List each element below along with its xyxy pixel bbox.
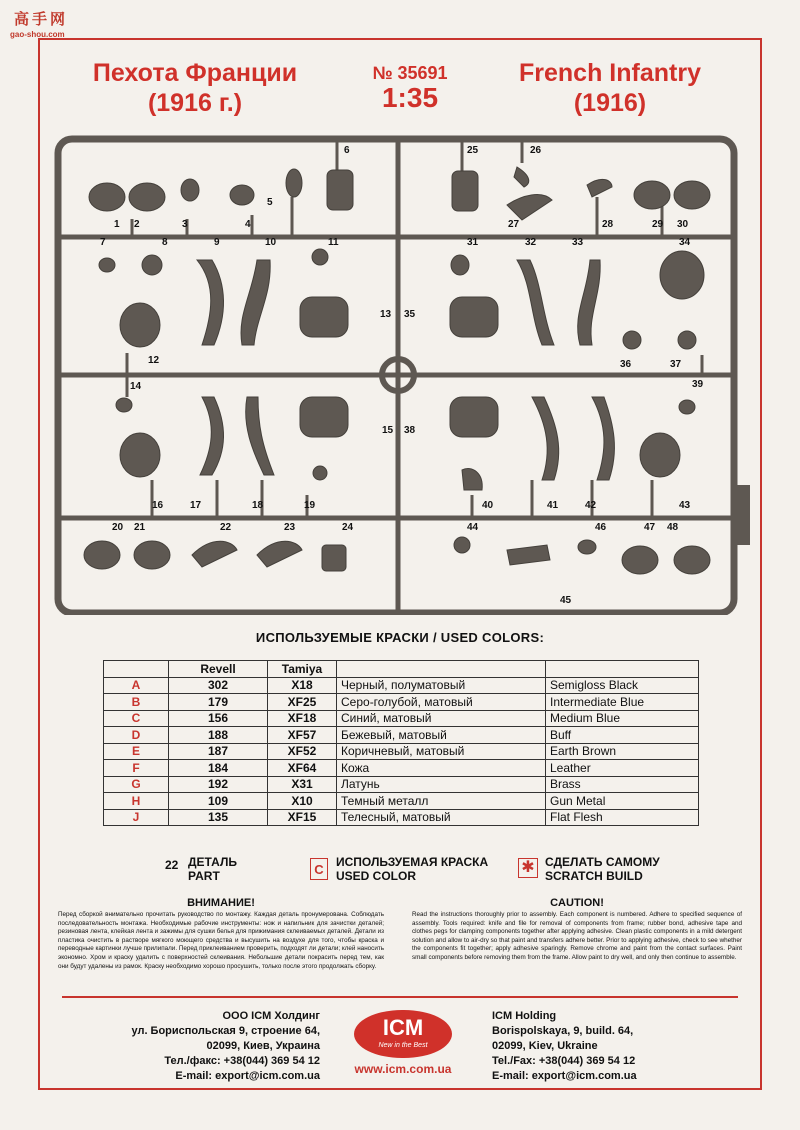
legend-part-en: PART bbox=[188, 869, 220, 883]
color-row bbox=[104, 710, 699, 727]
part-number-label: 9 bbox=[214, 237, 220, 248]
sprue-part bbox=[181, 179, 199, 201]
sprue-part bbox=[679, 400, 695, 414]
part-number-label: 15 bbox=[382, 425, 394, 436]
part-number-label: 3 bbox=[182, 219, 188, 230]
color-name-en: Flat Flesh bbox=[546, 809, 699, 826]
legend-color-en: USED COLOR bbox=[336, 869, 417, 883]
sprue-part bbox=[532, 397, 559, 480]
revell-code: 109 bbox=[169, 793, 268, 810]
part-number-label: 48 bbox=[667, 522, 679, 533]
part-number-label: 4 bbox=[245, 219, 251, 230]
header-code bbox=[104, 661, 169, 678]
sprue-part bbox=[660, 251, 704, 299]
sprue-part bbox=[674, 546, 710, 574]
sprue-part bbox=[678, 331, 696, 349]
sprue-part bbox=[451, 255, 469, 275]
sprue-part bbox=[312, 249, 328, 265]
sprue-part bbox=[517, 260, 554, 345]
part-number-label: 31 bbox=[467, 237, 479, 248]
color-row bbox=[104, 677, 699, 694]
header-revell: Revell bbox=[169, 661, 268, 678]
part-number-label: 27 bbox=[508, 219, 520, 230]
watermark bbox=[4, 6, 74, 42]
color-name-en: Medium Blue bbox=[546, 710, 699, 727]
sprue-part bbox=[592, 397, 614, 480]
warning-en-title: CAUTION! bbox=[550, 897, 604, 909]
title-russian-line2: (1916 г.) bbox=[147, 89, 243, 117]
part-number-label: 7 bbox=[100, 237, 106, 248]
legend-scratch bbox=[545, 855, 660, 883]
address-ru-line: ул. Бориспольская 9, строение 64, bbox=[131, 1025, 320, 1037]
color-name-en: Intermediate Blue bbox=[546, 694, 699, 711]
part-number-label: 6 bbox=[344, 145, 350, 156]
color-name-en: Earth Brown bbox=[546, 743, 699, 760]
part-number-label: 28 bbox=[602, 219, 614, 230]
sprue-part bbox=[507, 195, 552, 220]
sprue-part bbox=[230, 185, 254, 205]
color-code: H bbox=[104, 793, 169, 810]
revell-code: 188 bbox=[169, 727, 268, 744]
color-row bbox=[104, 809, 699, 826]
color-name-ru: Темный металл bbox=[337, 793, 546, 810]
color-code: B bbox=[104, 694, 169, 711]
part-number-label: 35 bbox=[404, 309, 416, 320]
part-number-label: 5 bbox=[267, 197, 273, 208]
watermark-text: 高手网 bbox=[14, 11, 69, 28]
color-row bbox=[104, 727, 699, 744]
address-en-line: 02099, Kiev, Ukraine bbox=[492, 1040, 598, 1052]
sprue-part bbox=[578, 260, 601, 345]
part-number-label: 23 bbox=[284, 522, 296, 533]
part-number-label: 1 bbox=[114, 219, 120, 230]
part-number-label: 14 bbox=[130, 381, 142, 392]
color-code: D bbox=[104, 727, 169, 744]
title-russian bbox=[60, 58, 330, 118]
revell-code: 192 bbox=[169, 776, 268, 793]
address-en bbox=[492, 1009, 712, 1084]
color-row bbox=[104, 694, 699, 711]
legend-scratch-en: SCRATCH BUILD bbox=[545, 869, 643, 883]
color-name-en: Buff bbox=[546, 727, 699, 744]
color-row bbox=[104, 793, 699, 810]
header-russian bbox=[337, 661, 546, 678]
color-name-ru: Кожа bbox=[337, 760, 546, 777]
part-number-label: 42 bbox=[585, 500, 597, 511]
legend-part-number: 22 bbox=[165, 858, 179, 872]
part-number-label: 8 bbox=[162, 237, 168, 248]
part-number-label: 30 bbox=[677, 219, 689, 230]
sprue-part bbox=[134, 541, 170, 569]
color-code: A bbox=[104, 677, 169, 694]
sprue-part bbox=[327, 170, 353, 210]
part-number-label: 29 bbox=[652, 219, 664, 230]
address-en-line: ICM Holding bbox=[492, 1010, 557, 1022]
sprue-part bbox=[313, 466, 327, 480]
tamiya-code: XF64 bbox=[268, 760, 337, 777]
part-number-label: 45 bbox=[560, 595, 572, 606]
warning-ru-text: Перед сборкой внимательно прочитать руководство по монтажу. Каждая деталь пронумерована. Соблюдать последовательность монтажа. Необходимые рабочие инструменты: нож и напильник для зачистки деталей; резиновая лента, клейкая лента и зажимы для сушки белья для прижимания склеиваемых деталей. Детали из пластика очистить в растворе мягкого моющего средства и высушить на воздухе для того, чтобы краска и переводные картинки лучше прилипали. Перед приклеиванием проверить, подходят ли детали; клей наносить экономно. Хром и краску удалить с поверхностей склеивания. Небольшие детали покрасить перед тем, как они будут удалены из рамок. Краску необходимо хорошо просушить, только после этого продолжать сборку. bbox=[58, 911, 384, 970]
sprue-part bbox=[120, 303, 160, 347]
address-ru-line: 02099, Киев, Украина bbox=[206, 1040, 320, 1052]
warning-en-text: Read the instructions thoroughly prior to assembly. Each component is numbered. Adhere to specified sequence of assembly. Tools required: knife and file for removal of components from frame; rubber bond, adhesive tape and clothes pegs for clamping components together after applying adhesive. Clean plastic components in a mild detergent solution and allow to air-dry so that paint and transfers adhere better. Prior to applying adhesive, check to see whether the components fit together; apply adhesive sparingly. Remove chrome and paint from the contact surfaces. Paint small components before removing them from the frame. Allow paint to dry well, and only then continue to assemble. bbox=[412, 911, 742, 961]
part-number-label: 38 bbox=[404, 425, 416, 436]
sprue-part bbox=[120, 433, 160, 477]
color-name-ru: Коричневый, матовый bbox=[337, 743, 546, 760]
part-number-label: 10 bbox=[265, 237, 277, 248]
part-number-label: 41 bbox=[547, 500, 559, 511]
sprue-part bbox=[622, 546, 658, 574]
title-russian-line1: Пехота Франции bbox=[92, 59, 298, 87]
part-number-label: 21 bbox=[134, 522, 146, 533]
title-english bbox=[480, 58, 740, 118]
colors-header-row bbox=[104, 661, 699, 678]
sprue-part bbox=[286, 169, 302, 197]
part-number-label: 11 bbox=[328, 237, 339, 248]
part-number-label: 47 bbox=[644, 522, 656, 533]
address-ru-line: Тел./факс: +38(044) 369 54 12 bbox=[164, 1055, 320, 1067]
legend-scratch-ru: СДЕЛАТЬ САМОМУ bbox=[545, 855, 660, 869]
kit-scale: 1:35 bbox=[381, 82, 439, 113]
sprue-part bbox=[640, 433, 680, 477]
kit-number: № 35691 bbox=[372, 63, 448, 83]
address-en-line: Borispolskaya, 9, build. 64, bbox=[492, 1025, 634, 1037]
part-number-label: 13 bbox=[380, 309, 392, 320]
sprue-part bbox=[452, 171, 478, 211]
part-number-label: 25 bbox=[467, 145, 479, 156]
sprue-part bbox=[514, 167, 529, 187]
icm-logo bbox=[354, 1010, 452, 1058]
color-name-ru: Бежевый, матовый bbox=[337, 727, 546, 744]
tamiya-code: XF25 bbox=[268, 694, 337, 711]
scratch-build-icon: ✱ bbox=[518, 858, 538, 878]
part-number-label: 24 bbox=[342, 522, 354, 533]
part-number-label: 46 bbox=[595, 522, 607, 533]
address-en-line: E-mail: export@icm.com.ua bbox=[492, 1070, 637, 1082]
color-code: E bbox=[104, 743, 169, 760]
part-number-label: 40 bbox=[482, 500, 494, 511]
color-name-en: Gun Metal bbox=[546, 793, 699, 810]
part-number-label: 20 bbox=[112, 522, 124, 533]
tamiya-code: XF18 bbox=[268, 710, 337, 727]
part-number-label: 43 bbox=[679, 500, 691, 511]
sprue-part bbox=[300, 297, 348, 337]
title-english-line1: French Infantry bbox=[519, 59, 701, 87]
revell-code: 156 bbox=[169, 710, 268, 727]
address-ru-line: ООО ICM Холдинг bbox=[222, 1010, 320, 1022]
sprue-part bbox=[462, 469, 482, 490]
legend-color-ru: ИСПОЛЬЗУЕМАЯ КРАСКА bbox=[336, 855, 489, 869]
tamiya-code: XF15 bbox=[268, 809, 337, 826]
sprue-diagram bbox=[52, 135, 752, 615]
color-name-ru: Серо-голубой, матовый bbox=[337, 694, 546, 711]
part-number-label: 22 bbox=[220, 522, 232, 533]
part-number-label: 19 bbox=[304, 500, 316, 511]
watermark-url: gao-shou.com bbox=[10, 30, 65, 39]
sprue-part bbox=[450, 297, 498, 337]
tamiya-code: X31 bbox=[268, 776, 337, 793]
sprue-part bbox=[450, 397, 498, 437]
sprue-part bbox=[192, 541, 237, 567]
part-number-label: 12 bbox=[148, 355, 160, 366]
color-code: C bbox=[104, 710, 169, 727]
color-name-ru: Латунь bbox=[337, 776, 546, 793]
color-name-en: Brass bbox=[546, 776, 699, 793]
header-tamiya: Tamiya bbox=[268, 661, 337, 678]
part-number-label: 18 bbox=[252, 500, 264, 511]
part-number-label: 44 bbox=[467, 522, 479, 533]
color-name-ru: Синий, матовый bbox=[337, 710, 546, 727]
sprue-part bbox=[634, 181, 670, 209]
color-row bbox=[104, 760, 699, 777]
address-ru-line: E-mail: export@icm.com.ua bbox=[175, 1070, 320, 1082]
part-number-label: 16 bbox=[152, 500, 164, 511]
sprue-part bbox=[300, 397, 348, 437]
footer-divider bbox=[62, 996, 738, 998]
sprue-part bbox=[257, 541, 302, 567]
sprue-part bbox=[674, 181, 710, 209]
sprue-part bbox=[84, 541, 120, 569]
part-number-label: 17 bbox=[190, 500, 202, 511]
sprue-part bbox=[587, 179, 612, 197]
sprue-part bbox=[246, 397, 274, 475]
color-code: G bbox=[104, 776, 169, 793]
revell-code: 135 bbox=[169, 809, 268, 826]
sprue-part bbox=[129, 183, 165, 211]
tamiya-code: XF57 bbox=[268, 727, 337, 744]
colors-table bbox=[103, 660, 699, 826]
color-row bbox=[104, 776, 699, 793]
part-number-label: 2 bbox=[134, 219, 140, 230]
part-number-label: 36 bbox=[620, 359, 632, 370]
website-link[interactable]: www.icm.com.ua bbox=[354, 1062, 452, 1076]
tamiya-code: XF52 bbox=[268, 743, 337, 760]
revell-code: 187 bbox=[169, 743, 268, 760]
part-number-label: 26 bbox=[530, 145, 542, 156]
icm-logo-text: ICM bbox=[382, 1015, 424, 1040]
revell-code: 179 bbox=[169, 694, 268, 711]
part-number-label: 39 bbox=[692, 379, 704, 390]
sprue-part bbox=[623, 331, 641, 349]
icm-logo-tagline: New in the Best bbox=[378, 1042, 428, 1049]
address-ru bbox=[110, 1009, 320, 1084]
address-en-line: Tel./Fax: +38(044) 369 54 12 bbox=[492, 1055, 636, 1067]
warning-ru-title: ВНИМАНИЕ! bbox=[187, 897, 255, 909]
color-code: J bbox=[104, 809, 169, 826]
sprue-part bbox=[322, 545, 346, 571]
color-code: F bbox=[104, 760, 169, 777]
part-number-label: 32 bbox=[525, 237, 537, 248]
color-name-en: Leather bbox=[546, 760, 699, 777]
color-name-en: Semigloss Black bbox=[546, 677, 699, 694]
sprue-part bbox=[89, 183, 125, 211]
sprue-frame bbox=[58, 139, 750, 613]
legend-part bbox=[188, 855, 237, 883]
part-number-label: 33 bbox=[572, 237, 584, 248]
header-english bbox=[546, 661, 699, 678]
used-color-icon: C bbox=[310, 858, 328, 880]
sprue-part bbox=[116, 398, 132, 412]
legend-part-ru: ДЕТАЛЬ bbox=[188, 855, 237, 869]
sprue-part bbox=[142, 255, 162, 275]
colors-title: ИСПОЛЬЗУЕМЫЕ КРАСКИ / USED COLORS: bbox=[255, 630, 545, 645]
color-name-ru: Телесный, матовый bbox=[337, 809, 546, 826]
title-english-line2: (1916) bbox=[573, 89, 647, 117]
part-number-label: 37 bbox=[670, 359, 682, 370]
part-number-label: 34 bbox=[679, 237, 691, 248]
sprue-part bbox=[197, 260, 224, 345]
tamiya-code: X18 bbox=[268, 677, 337, 694]
revell-code: 302 bbox=[169, 677, 268, 694]
sprue-part bbox=[99, 258, 115, 272]
sprue-part bbox=[200, 397, 224, 475]
sprue-part bbox=[241, 260, 270, 345]
revell-code: 184 bbox=[169, 760, 268, 777]
sprue-part bbox=[578, 540, 596, 554]
sprue-part bbox=[507, 545, 550, 565]
sprue-part bbox=[454, 537, 470, 553]
legend-color bbox=[336, 855, 488, 883]
tamiya-code: X10 bbox=[268, 793, 337, 810]
color-name-ru: Черный, полуматовый bbox=[337, 677, 546, 694]
sprue-tab bbox=[734, 485, 750, 545]
color-row bbox=[104, 743, 699, 760]
